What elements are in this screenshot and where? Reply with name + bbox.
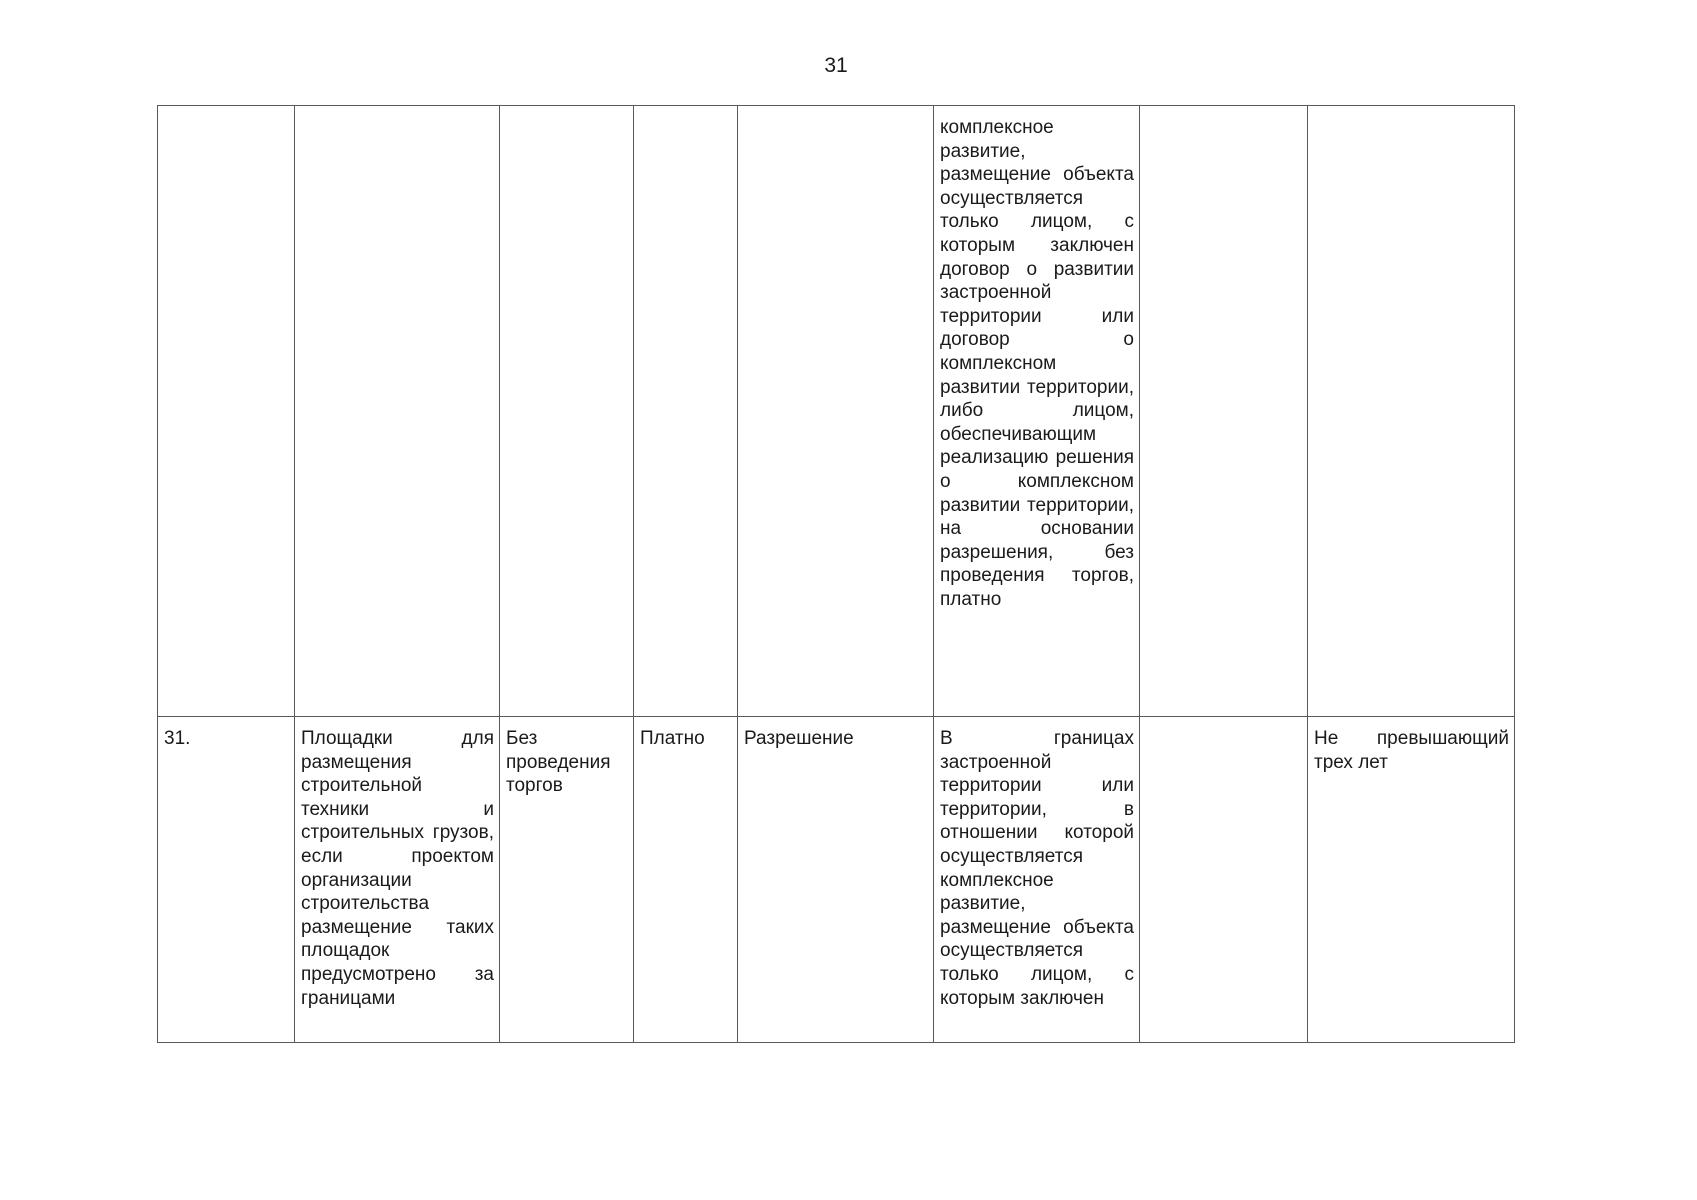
- object-cell: Площадки для размещения строительной техники и строительных грузов, если проектом организации строительства размещение таких площадок предусмотрено за границами: [295, 717, 500, 1043]
- row-number-cell: 31.: [158, 717, 295, 1043]
- procedure-cell: [500, 106, 634, 717]
- document-table: [157, 105, 1515, 1043]
- term-cell: Не превышающий трех лет: [1308, 717, 1515, 1043]
- object-cell: [295, 106, 500, 717]
- conditions-cell: комплексное развитие, размещение объекта осуществляется только лицом, с которым заключен договор о развитии застроенной территории или договор о комплексном развитии территории, либо лицом, обеспечивающим реализацию решения о комплексном развитии территории, на основании разрешения, без проведения торгов, платно: [934, 106, 1140, 717]
- conditions-cell: В границах застроенной территории или территории, в отношении которой осуществляется комплексное развитие, размещение объекта осуществляется только лицом, с которым заключен: [934, 717, 1140, 1043]
- page-number: 31: [824, 54, 848, 77]
- procedure-cell: Без проведения торгов: [500, 717, 634, 1043]
- payment-cell: Платно: [634, 717, 738, 1043]
- document-cell: [738, 106, 934, 717]
- empty-cell: [1140, 717, 1308, 1043]
- empty-cell: [1140, 106, 1308, 717]
- payment-cell: [634, 106, 738, 717]
- row-number-cell: [158, 106, 295, 717]
- table-row: [158, 106, 1515, 717]
- term-cell: [1308, 106, 1515, 717]
- table-row: [158, 717, 1515, 1043]
- document-cell: Разрешение: [738, 717, 934, 1043]
